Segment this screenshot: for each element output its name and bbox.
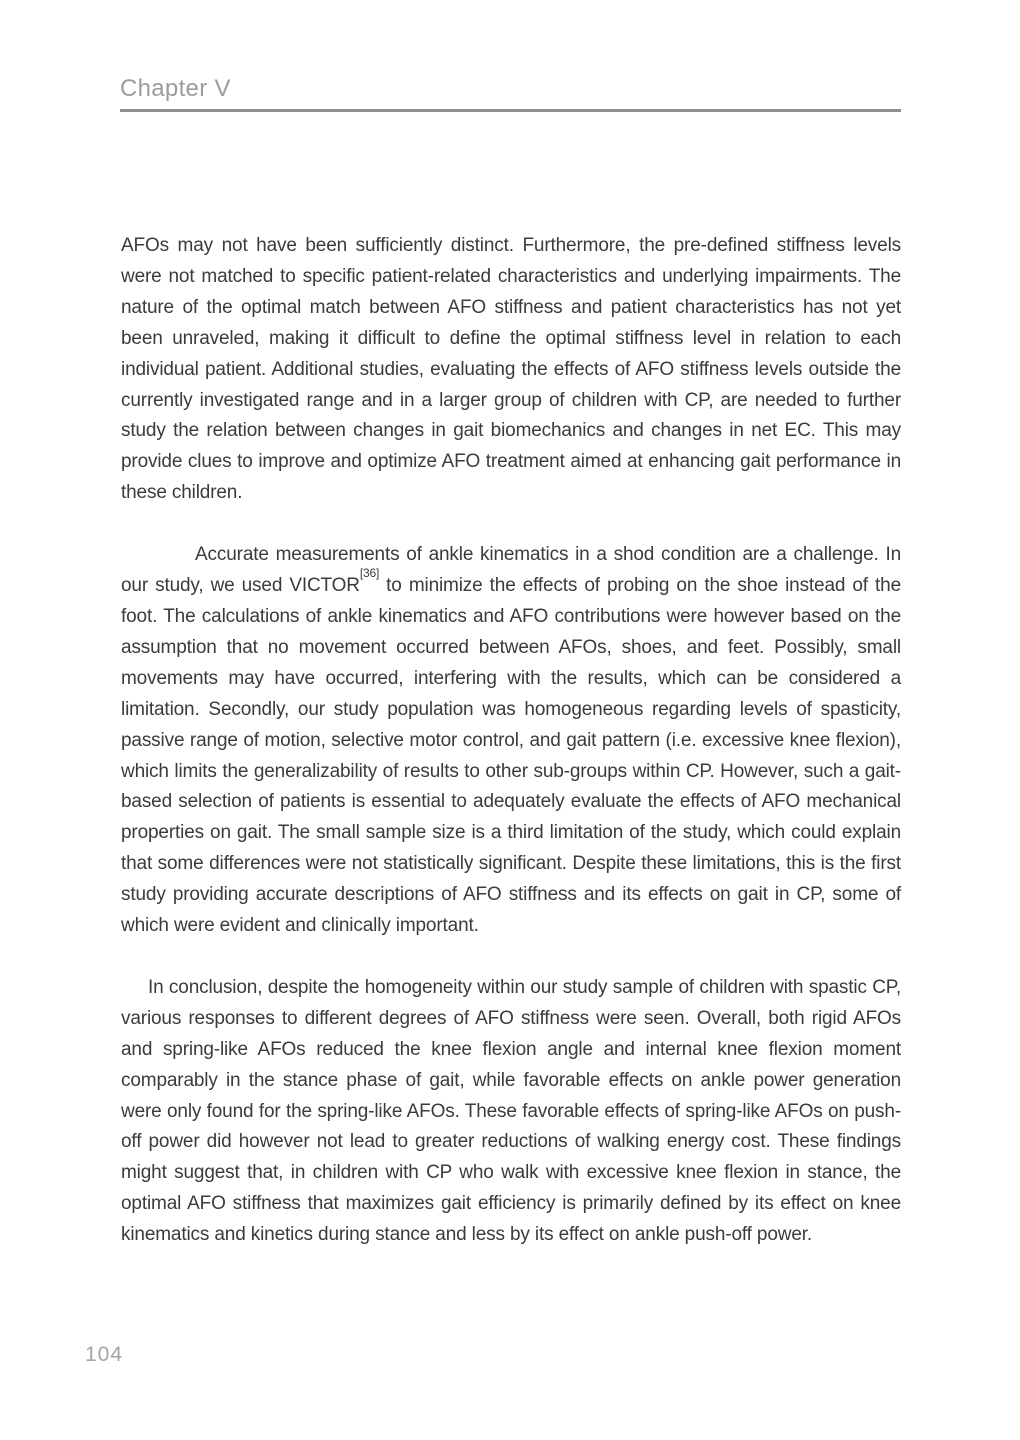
paragraph-limitations-afo-stiffness xyxy=(121,231,901,509)
body-text-block xyxy=(121,231,901,1251)
paragraph-text: In conclusion, despite the homogeneity within our study sample of children with spastic CP, various responses to different degrees of AFO stiffness were seen. Overall, both rigid AFOs and spring-like AFOs reduced the knee flexion angle and internal knee flexion moment comparably in the stance phase of gait, while favorable effects on ankle power generation were only found for the spring-like AFOs. These favorable effects of spring-like AFOs on push-off power did however not lead to greater reductions of walking energy cost. These findings might suggest that, in children with CP who walk with excessive knee flexion in stance, the optimal AFO stiffness that maximizes gait efficiency is primarily defined by its effect on knee kinematics and kinetics during stance and less by its effect on ankle push-off power. xyxy=(121,976,901,1246)
citation-reference: [36] xyxy=(359,565,380,580)
paragraph-conclusion xyxy=(121,973,901,1251)
paragraph-text: Accurate measurements of ankle kinematics in a shod condition are a challenge. In our study, we used VICTOR xyxy=(121,544,901,597)
paragraph-text: AFOs may not have been sufficiently distinct. Furthermore, the pre-defined stiffness levels were not matched to specific patient-related characteristics and underlying impairments. The nature of the optimal match between AFO stiffness and patient characteristics has not yet been unraveled, making it difficult to define the optimal stiffness level in relation to each individual patient. Additional studies, evaluating the effects of AFO stiffness levels outside the currently investigated range and in a larger group of children with CP, are needed to further study the relation between changes in gait biomechanics and changes in net EC. This may provide clues to improve and optimize AFO treatment aimed at enhancing gait performance in these children. xyxy=(121,235,901,504)
page-footer xyxy=(85,1343,123,1367)
paragraph-text: to minimize the effects of probing on the shoe instead of the foot. The calculations of ankle kinematics and AFO contributions were however based on the assumption that no movement occurred between AFOs, shoes, and feet. Possibly, small movements may have occurred, interfering with the results, which can be considered a limitation. Secondly, our study population was homogeneous regarding levels of spasticity, passive range of motion, selective motor control, and gait pattern (i.e. excessive knee flexion), which limits the generalizability of results to other sub-groups within CP. However, such a gait-based selection of patients is essential to adequately evaluate the effects of AFO mechanical properties on gait. The small sample size is a third limitation of the study, which could explain that some differences were not statistically significant. Despite these limitations, this is the first study providing accurate descriptions of AFO stiffness and its effects on gait in CP, some of which were evident and clinically important. xyxy=(121,575,901,937)
paragraph-measurement-limitations xyxy=(121,540,901,942)
chapter-title: Chapter V xyxy=(120,75,231,102)
running-header xyxy=(120,76,901,112)
page-number: 104 xyxy=(85,1343,124,1366)
